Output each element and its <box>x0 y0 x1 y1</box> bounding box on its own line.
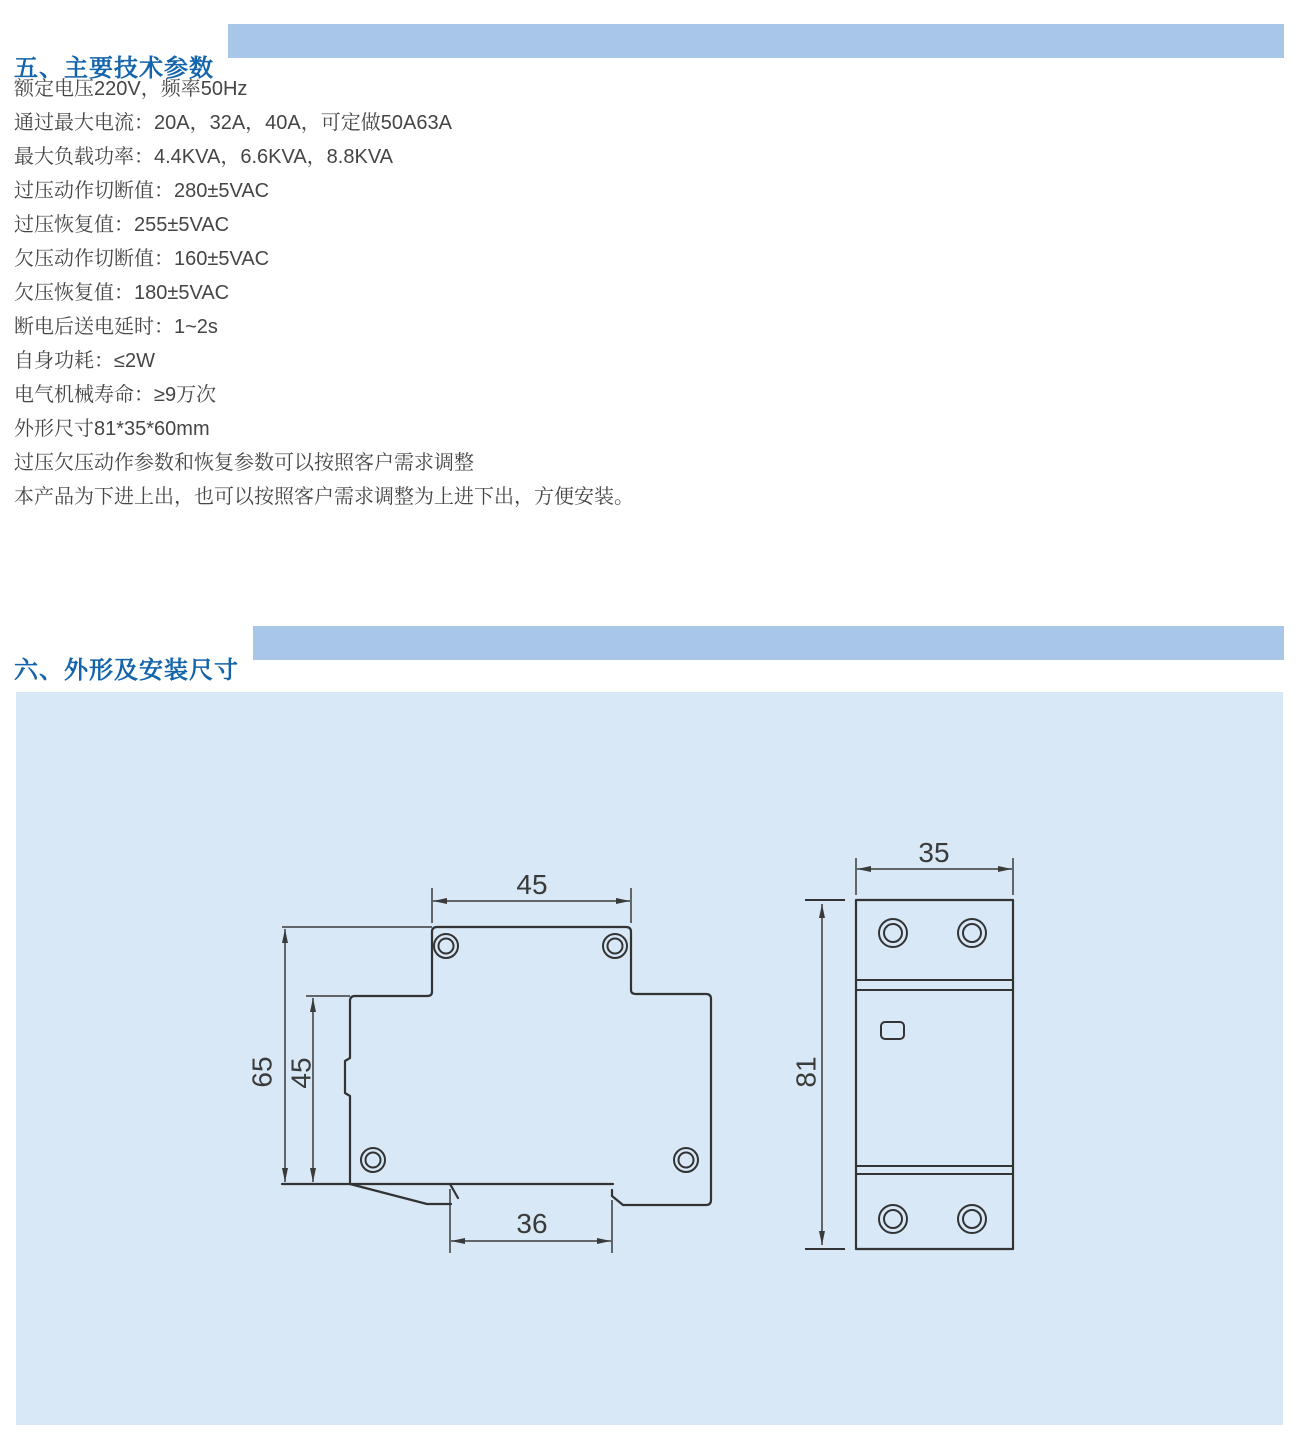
dim-overall-height <box>247 927 433 1182</box>
param-line: 过压恢复值：255±5VAC <box>14 214 230 236</box>
param-line: 过压动作切断值：280±5VAC <box>14 180 270 202</box>
drawing-panel <box>16 692 1283 1425</box>
side-view-screw-terminals <box>361 934 698 1172</box>
param-line: 欠压动作切断值：160±5VAC <box>14 248 270 270</box>
dim-body-height <box>286 996 351 1182</box>
param-line: 本产品为下进上出，也可以按照客户需求调整为上进下出，方便安装。 <box>14 486 634 508</box>
dim-bottom-width <box>450 1189 612 1253</box>
param-line: 外形尺寸81*35*60mm <box>14 418 210 440</box>
section-header-bar-params <box>228 24 1284 58</box>
dim-label-front-width: 35 <box>918 837 950 868</box>
dim-front-height <box>791 900 846 1249</box>
dim-label-body-height: 45 <box>285 1057 317 1089</box>
dim-label-front-height: 81 <box>790 1056 822 1088</box>
section-title-params: 五、主要技术参数 <box>14 54 214 82</box>
param-line: 自身功耗：≤2W <box>14 350 155 372</box>
front-view-drawing <box>791 837 1014 1249</box>
front-view-outline <box>856 900 1013 1249</box>
param-line: 断电后送电延时：1~2s <box>14 316 218 338</box>
side-view-outline <box>282 927 711 1205</box>
side-view-drawing <box>247 869 712 1253</box>
param-line: 电气机械寿命：≥9万次 <box>14 384 217 406</box>
param-line: 欠压恢复值：180±5VAC <box>14 282 230 304</box>
param-line: 通过最大电流：20A，32A，40A，可定做50A63A <box>14 112 452 134</box>
front-view-screw-terminals <box>879 919 986 1233</box>
dim-top-width <box>432 869 631 923</box>
outline-dimension-drawing <box>16 692 1283 1425</box>
dim-label-overall-height: 65 <box>246 1056 278 1088</box>
section-header-bar-dimensions <box>253 626 1284 660</box>
section-title-dimensions: 六、外形及安装尺寸 <box>14 656 239 684</box>
indicator-window <box>881 1022 904 1039</box>
dim-label-top-width: 45 <box>516 869 548 900</box>
param-line: 最大负载功率：4.4KVA，6.6KVA，8.8KVA <box>14 146 394 168</box>
dim-front-width <box>856 837 1013 895</box>
param-line: 过压欠压动作参数和恢复参数可以按照客户需求调整 <box>14 452 474 474</box>
tech-params-list <box>14 72 634 514</box>
param-line: 额定电压220V，频率50Hz <box>14 78 248 100</box>
dim-label-bottom-width: 36 <box>516 1208 548 1239</box>
